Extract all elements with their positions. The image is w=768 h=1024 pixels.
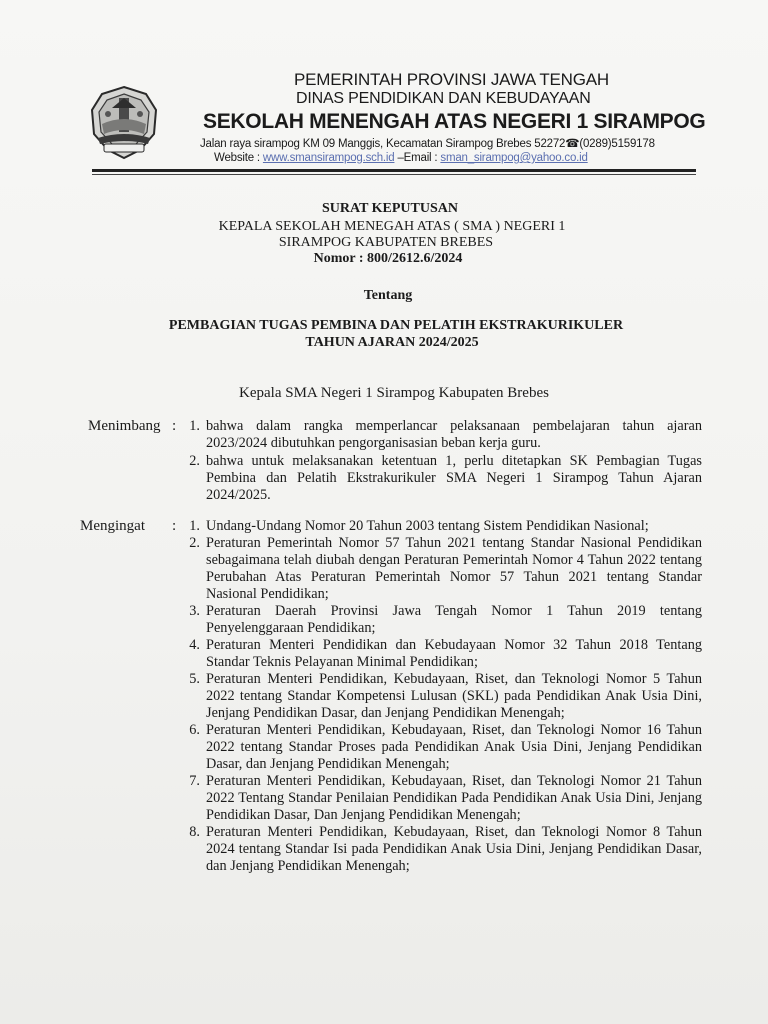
decree-subject-line1: PEMBAGIAN TUGAS PEMBINA DAN PELATIH EKSTRAKURIKULER bbox=[168, 318, 624, 333]
letterhead-school-name: SEKOLAH MENENGAH ATAS NEGERI 1 SIRAMPOG bbox=[203, 110, 706, 133]
list-item-number: 2. bbox=[189, 453, 200, 469]
list-item-text: Peraturan Menteri Pendidikan, Kebudayaan, Riset, dan Teknologi Nomor 5 Tahun 2022 tentang Standar Kompetensi Lulusan (SKL) pada Pendidikan Anak Usia Dini, Jenjang Pendidikan Dasar, dan Jenjang Pendidikan Menengah; bbox=[206, 671, 702, 721]
phone-number: (0289)5159178 bbox=[579, 138, 655, 150]
email-link[interactable]: sman_sirampog@yahoo.co.id bbox=[440, 152, 588, 164]
phone-icon: ☎ bbox=[565, 138, 580, 150]
decree-issuer-statement: Kepala SMA Negeri 1 Sirampog Kabupaten Brebes bbox=[239, 385, 549, 401]
mengingat-colon: : bbox=[172, 518, 177, 534]
letterhead-divider-thick bbox=[92, 169, 696, 172]
letterhead-government: PEMERINTAH PROVINSI JAWA TENGAH bbox=[294, 70, 609, 89]
menimbang-colon: : bbox=[172, 418, 177, 434]
list-item-text: bahwa untuk melaksanakan ketentuan 1, perlu ditetapkan SK Pembagian Tugas Pembina dan Pelatih Ekstrakurikuler SMA Negeri 1 Sirampog Tahun Ajaran 2024/2025. bbox=[206, 453, 702, 503]
list-item bbox=[180, 722, 702, 773]
decree-number: Nomor : 800/2612.6/2024 bbox=[313, 251, 463, 266]
list-item-number: 8. bbox=[189, 824, 200, 840]
website-link[interactable]: www.smansirampog.sch.id bbox=[262, 152, 395, 164]
list-item bbox=[180, 535, 702, 603]
list-item-number: 7. bbox=[189, 773, 200, 789]
decree-tentang: Tentang bbox=[363, 288, 413, 303]
province-emblem-icon bbox=[84, 84, 164, 162]
letterhead-address bbox=[200, 136, 655, 150]
list-item-text: bahwa dalam rangka memperlancar pelaksanaan pembelajaran tahun ajaran 2023/2024 dibutuhkan pengorganisasian beban kerja guru. bbox=[206, 418, 702, 451]
list-item bbox=[180, 824, 702, 875]
list-item-number: 3. bbox=[189, 603, 200, 619]
list-item-number: 4. bbox=[189, 637, 200, 653]
letterhead-divider-thin bbox=[92, 174, 696, 175]
mengingat-list bbox=[180, 518, 702, 875]
letterhead-department: DINAS PENDIDIKAN DAN KEBUDAYAAN bbox=[296, 90, 591, 107]
list-item bbox=[180, 518, 702, 535]
list-item-number: 1. bbox=[189, 518, 200, 534]
decree-subject-line2: TAHUN AJARAN 2024/2025 bbox=[305, 335, 479, 350]
list-item-text: Peraturan Menteri Pendidikan dan Kebudayaan Nomor 32 Tahun 2018 Tentang Standar Teknis Pelayanan Minimal Pendidikan; bbox=[206, 637, 702, 670]
menimbang-list bbox=[180, 418, 702, 505]
list-item bbox=[180, 637, 702, 671]
list-item-text: Peraturan Menteri Pendidikan, Kebudayaan, Riset, dan Teknologi Nomor 16 Tahun 2022 tentang Standar Proses pada Pendidikan Anak Usia Dini, Jenjang Pendidikan Dasar, dan Jenjang Pendidikan Menengah; bbox=[206, 722, 702, 772]
website-label: Website : bbox=[214, 152, 263, 164]
list-item-text: Peraturan Daerah Provinsi Jawa Tengah Nomor 1 Tahun 2019 tentang Penyelenggaraan Pendidikan; bbox=[206, 603, 702, 636]
list-item bbox=[180, 603, 702, 637]
list-item-text: Peraturan Pemerintah Nomor 57 Tahun 2021 tentang Standar Nasional Pendidikan sebagaimana telah diubah dengan Peraturan Pemerintah Nomor 4 Tahun 2022 tentang Perubahan Atas Peraturan Pemerintah Nomor 57 Tahun 2021 tentang Standar Nasional Pendidikan; bbox=[206, 535, 702, 602]
decree-issuer-line1: KEPALA SEKOLAH MENEGAH ATAS ( SMA ) NEGERI 1 bbox=[218, 219, 566, 234]
email-label: –Email : bbox=[394, 152, 441, 164]
list-item-number: 5. bbox=[189, 671, 200, 687]
list-item bbox=[180, 773, 702, 824]
list-item-number: 6. bbox=[189, 722, 200, 738]
mengingat-label: Mengingat bbox=[80, 518, 145, 534]
list-item-text: Peraturan Menteri Pendidikan, Kebudayaan, Riset, dan Teknologi Nomor 8 Tahun 2024 tentang Standar Isi pada Pendidikan Anak Usia Dini, Jenjang Pendidikan Dasar, dan Jenjang Pendidikan Menengah; bbox=[206, 824, 702, 874]
list-item bbox=[180, 453, 702, 504]
list-item bbox=[180, 671, 702, 722]
address-text: Jalan raya sirampog KM 09 Manggis, Kecamatan Sirampog Brebes 52272 bbox=[200, 138, 566, 150]
list-item-number: 2. bbox=[189, 535, 200, 551]
menimbang-label: Menimbang bbox=[88, 418, 161, 434]
decree-title: SURAT KEPUTUSAN bbox=[321, 201, 458, 216]
letterhead-contact bbox=[214, 152, 588, 164]
list-item bbox=[180, 418, 702, 452]
decree-issuer-line2: SIRAMPOG KABUPATEN BREBES bbox=[278, 235, 494, 250]
list-item-text: Undang-Undang Nomor 20 Tahun 2003 tentang Sistem Pendidikan Nasional; bbox=[206, 518, 649, 534]
list-item-number: 1. bbox=[189, 418, 200, 434]
list-item-text: Peraturan Menteri Pendidikan, Kebudayaan, Riset, dan Teknologi Nomor 21 Tahun 2022 Tentang Standar Penilaian Pendidikan Pada Pendidikan Anak Usia Dini, Jenjang Pendidikan Dasar, Dan Jenjang Pendidikan Menengah; bbox=[206, 773, 702, 823]
